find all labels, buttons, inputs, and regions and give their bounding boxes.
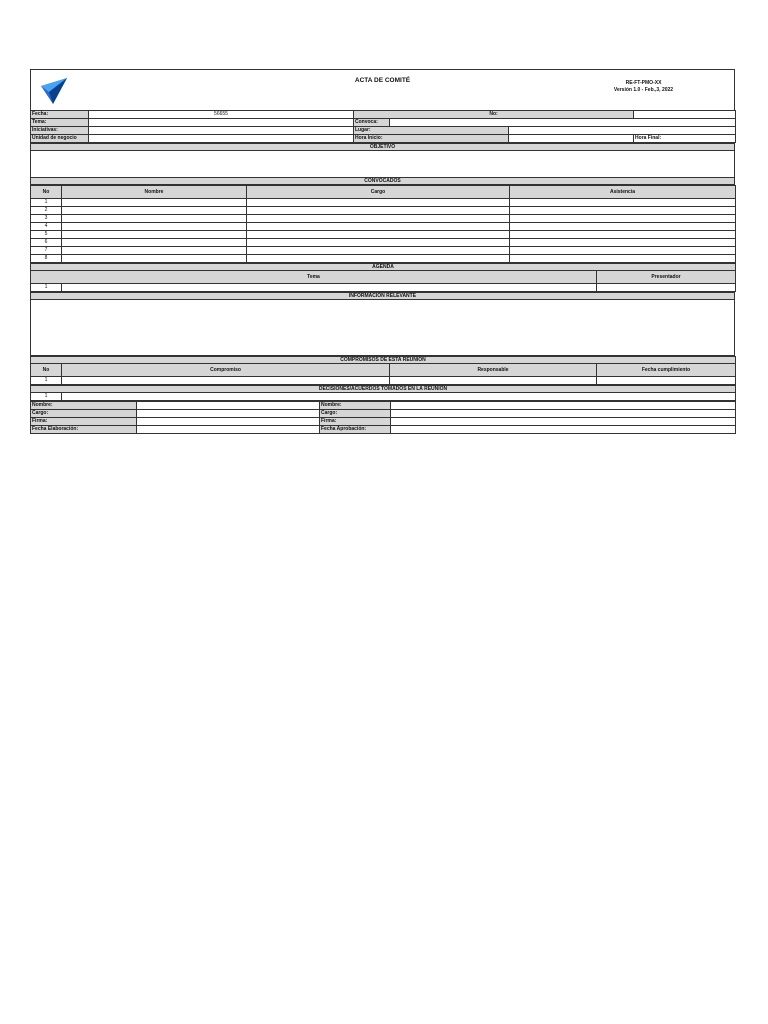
table-row — [31, 239, 736, 247]
informacion-table — [30, 292, 735, 356]
nombre-cell[interactable] — [62, 255, 247, 263]
row-number: 5 — [31, 231, 62, 239]
agenda-table — [30, 263, 736, 292]
asistencia-cell[interactable] — [510, 255, 736, 263]
nombre-cell[interactable] — [62, 199, 247, 207]
compromisos-col-responsable: Responsable — [390, 364, 597, 377]
convoca-label: Convoca: — [354, 119, 390, 127]
form-title: ACTA DE COMITÉ — [354, 77, 411, 84]
hora-final-label: Hora Final: — [634, 135, 736, 143]
row-number: 6 — [31, 239, 62, 247]
fecha-elaboracion-label: Fecha Elaboración: — [31, 426, 137, 434]
compromisos-header-row — [31, 364, 736, 377]
convocados-col-cargo: Cargo — [247, 186, 510, 199]
compromisos-col-compromiso: Compromiso — [62, 364, 390, 377]
unidad-field[interactable] — [89, 135, 354, 143]
row-number: 1 — [31, 393, 62, 401]
agenda-header-row — [31, 271, 736, 284]
table-row — [31, 255, 736, 263]
elaboro-nombre-field[interactable] — [137, 402, 320, 410]
cargo-cell[interactable] — [247, 239, 510, 247]
decision-cell[interactable] — [62, 393, 736, 401]
elaboro-firma-label: Firma: — [31, 418, 137, 426]
acta-form — [30, 69, 735, 434]
lugar-field[interactable] — [509, 127, 736, 135]
row-number: 1 — [31, 199, 62, 207]
no-field[interactable] — [634, 111, 736, 119]
iniciativas-label: Iniciativas: — [31, 127, 89, 135]
cargo-cell[interactable] — [247, 231, 510, 239]
convocados-title: CONVOCADOS — [31, 178, 735, 185]
agenda-col-presentador: Presentador — [597, 271, 736, 284]
elaboro-cargo-label: Cargo: — [31, 410, 137, 418]
form-header — [30, 69, 735, 110]
fecha-aprobacion-field[interactable] — [391, 426, 736, 434]
firmas-table — [30, 401, 736, 434]
table-row — [31, 199, 736, 207]
compromisos-col-no: No — [31, 364, 62, 377]
convocados-col-nombre: Nombre — [62, 186, 247, 199]
table-row — [31, 377, 736, 385]
table-row — [31, 223, 736, 231]
form-code-block — [591, 80, 696, 94]
compromiso-cell[interactable] — [62, 377, 390, 385]
compromisos-title: COMPROMISOS DE ESTA REUNIÓN — [31, 357, 736, 364]
convocados-col-no: No — [31, 186, 62, 199]
fecha-field[interactable]: 56655 — [89, 111, 354, 119]
convocados-table — [30, 185, 736, 263]
tema-field[interactable] — [89, 119, 354, 127]
agenda-col-tema: Tema — [31, 271, 597, 284]
convocados-col-asistencia: Asistencia — [510, 186, 736, 199]
tema-label: Tema: — [31, 119, 89, 127]
meta-row-tema — [31, 119, 736, 127]
row-number: 3 — [31, 215, 62, 223]
informacion-title: INFORMACIÓN RELEVANTE — [31, 293, 735, 300]
nombre-cell[interactable] — [62, 223, 247, 231]
compromisos-col-fecha: Fecha cumplimiento — [597, 364, 736, 377]
compromisos-table — [30, 356, 736, 385]
elaboro-firma-field[interactable] — [137, 418, 320, 426]
objetivo-field[interactable] — [31, 151, 735, 178]
elaboro-cargo-field[interactable] — [137, 410, 320, 418]
asistencia-cell[interactable] — [510, 247, 736, 255]
aprobo-nombre-field[interactable] — [391, 402, 736, 410]
asistencia-cell[interactable] — [510, 215, 736, 223]
row-number: 8 — [31, 255, 62, 263]
asistencia-cell[interactable] — [510, 239, 736, 247]
meta-row-fecha — [31, 111, 736, 119]
lugar-label: Lugar: — [354, 127, 509, 135]
meta-row-unidad — [31, 135, 736, 143]
row-number: 7 — [31, 247, 62, 255]
cargo-cell[interactable] — [247, 223, 510, 231]
fecha-label: Fecha: — [31, 111, 89, 119]
cargo-cell[interactable] — [247, 247, 510, 255]
objetivo-table — [30, 143, 735, 185]
aprobo-nombre-label: Nombre: — [320, 402, 391, 410]
convocados-header-row — [31, 186, 736, 199]
form-version: Versión 1.0 - Feb.,3, 2022 — [613, 87, 674, 93]
asistencia-cell[interactable] — [510, 207, 736, 215]
convoca-field[interactable] — [390, 119, 736, 127]
row-number: 4 — [31, 223, 62, 231]
table-row — [31, 393, 736, 401]
iniciativas-field[interactable] — [89, 127, 354, 135]
aprobo-cargo-label: Cargo: — [320, 410, 391, 418]
row-number: 1 — [31, 284, 62, 292]
decisiones-table — [30, 385, 736, 401]
table-row — [31, 207, 736, 215]
cargo-cell[interactable] — [247, 199, 510, 207]
objetivo-title: OBJETIVO — [31, 144, 735, 151]
nombre-cell[interactable] — [62, 247, 247, 255]
row-number: 2 — [31, 207, 62, 215]
tema-cell[interactable] — [62, 284, 597, 292]
nombre-cell[interactable] — [62, 231, 247, 239]
table-row — [31, 247, 736, 255]
nombre-cell[interactable] — [62, 239, 247, 247]
form-code: RE-FT-PMO-XX — [625, 80, 662, 86]
asistencia-cell[interactable] — [510, 231, 736, 239]
row-number: 1 — [31, 377, 62, 385]
informacion-field[interactable] — [31, 300, 735, 356]
aprobo-firma-label: Firma: — [320, 418, 391, 426]
cargo-cell[interactable] — [247, 255, 510, 263]
fecha-cumplimiento-cell[interactable] — [597, 377, 736, 385]
table-row — [31, 215, 736, 223]
asistencia-cell[interactable] — [510, 199, 736, 207]
hora-inicio-label: Hora Inicio: — [354, 135, 509, 143]
responsable-cell[interactable] — [390, 377, 597, 385]
table-row — [31, 284, 736, 292]
firmas-row-cargo — [31, 410, 736, 418]
unidad-label: Unidad de negocio — [31, 135, 89, 143]
fecha-aprobacion-label: Fecha Aprobación: — [320, 426, 391, 434]
meta-table — [30, 110, 736, 143]
firmas-row-firma — [31, 418, 736, 426]
hora-inicio-field[interactable] — [509, 135, 634, 143]
no-label: No: — [354, 111, 634, 119]
nombre-cell[interactable] — [62, 207, 247, 215]
firmas-row-fecha — [31, 426, 736, 434]
elaboro-nombre-label: Nombre: — [31, 402, 137, 410]
aprobo-firma-field[interactable] — [391, 418, 736, 426]
table-row — [31, 231, 736, 239]
decisiones-title: DECISIONES/ACUERDOS TOMADOS EN LA REUNIÓN — [31, 386, 736, 393]
firmas-row-nombre — [31, 402, 736, 410]
presentador-cell[interactable] — [597, 284, 736, 292]
cargo-cell[interactable] — [247, 215, 510, 223]
meta-row-iniciativas — [31, 127, 736, 135]
cargo-cell[interactable] — [247, 207, 510, 215]
agenda-title: AGENDA — [31, 264, 736, 271]
nombre-cell[interactable] — [62, 215, 247, 223]
fecha-elaboracion-field[interactable] — [137, 426, 320, 434]
asistencia-cell[interactable] — [510, 223, 736, 231]
aprobo-cargo-field[interactable] — [391, 410, 736, 418]
